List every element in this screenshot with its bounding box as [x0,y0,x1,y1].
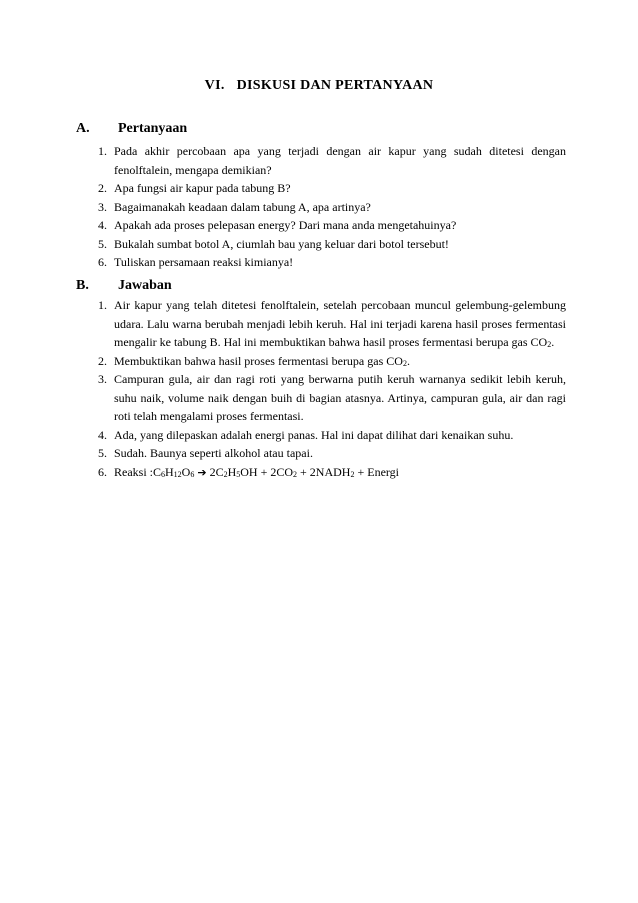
section-b-heading [76,278,172,294]
list-item: 5. Sudah. Baunya seperti alkohol atau tapai. [98,446,313,460]
list-item: 4. Ada, yang dilepaskan adalah energi panas. Hal ini dapat dilihat dari kenaikan suhu. [98,427,514,442]
list-item: 5. Bukalah sumbat botol A, ciumlah bau yang keluar dari botol tersebut! [98,236,449,251]
section-a-title: Pertanyaan [118,121,188,136]
chapter-number: VI. [204,78,225,93]
list-item: 2. Membuktikan bahwa hasil proses fermentasi berupa gas $CO_2$. [98,353,410,368]
list-item: 1. Air kapur yang telah ditetesi fenolftalein, setelah percobaan muncul gelembung-gelembung udara. Lalu warna berubah menjadi lebih keruh. Hal ini terjadi karena hasil proses fermentasi mengalir ke tabung B. Hal ini membuktikan bahwa hasil proses fermentasi berupa gas $CO_2$. [98,298,566,349]
arrow-icon: ➔ [197,465,207,479]
reaction-equation: 6. Reaksi $:C_6H_{12}O_6$ ➔ $2C_2H_5OH + 2CO_2$ + $2NADH_2$ + Energi [98,464,400,479]
section-b-letter: B. [76,278,89,293]
section-a-letter: A. [76,121,90,136]
list-item: 6. Tuliskan persamaan reaksi kimianya! [98,255,294,269]
list-item: 3. Bagaimanakah keadaan dalam tabung A, apa artinya? [98,199,371,214]
list-item: 4. Apakah ada proses pelepasan energy? Dari mana anda mengetahuinya? [98,218,457,232]
section-b-title: Jawaban [118,278,172,293]
chapter-title: DISKUSI DAN PERTANYAAN [236,78,434,93]
page-title [0,78,638,94]
section-a-heading [76,121,187,137]
list-item: 1. Pada akhir percobaan apa yang terjadi dengan air kapur yang sudah ditetesi dengan fenolftalein, mengapa demikian? [98,144,566,177]
questions-list [98,142,566,272]
list-item: 3. Campuran gula, air dan ragi roti yang berwarna putih keruh warnanya sedikit lebih keruh, suhu naik, volume naik dengan buih di bagian atasnya. Artinya, campuran gula, air dan ragi roti telah mengalami proses fermentasi. [98,372,566,423]
answers-list [98,296,566,482]
list-item: 2. Apa fungsi air kapur pada tabung B? [98,181,291,195]
